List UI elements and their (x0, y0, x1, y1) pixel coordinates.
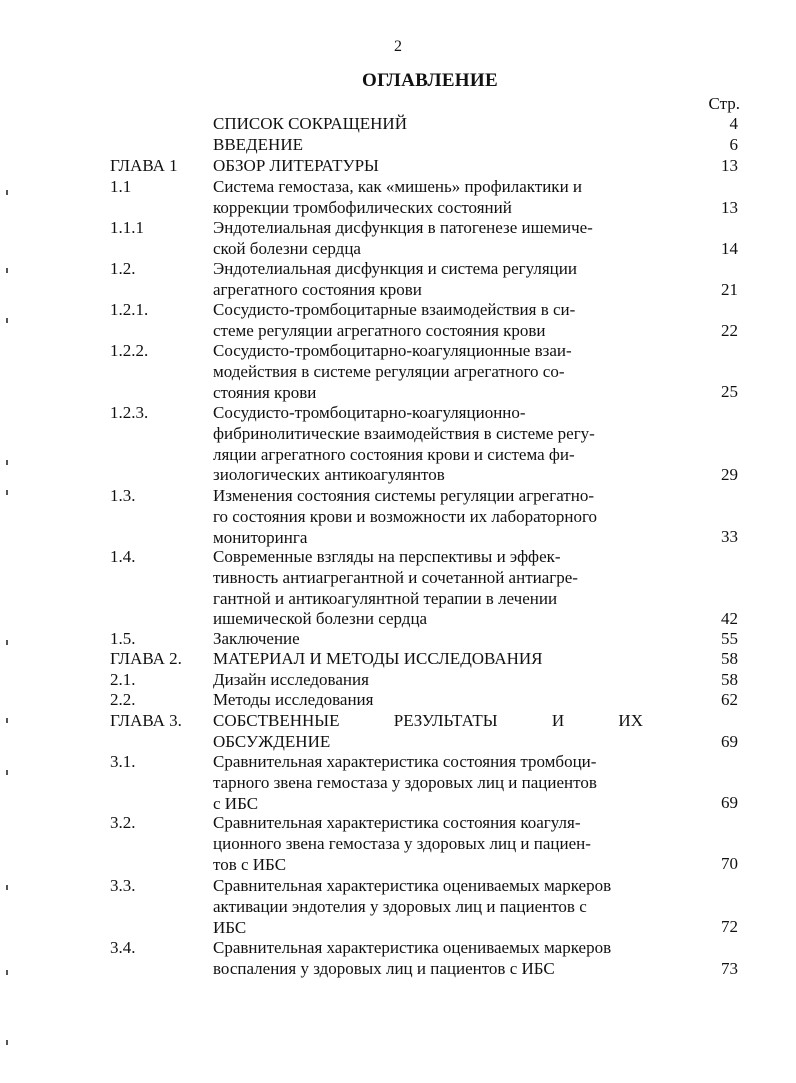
toc-entry-title: Сравнительная характеристика состояния коагуля- ционного звена гемостаза у здоровых лиц и пациен- тов с ИБС (213, 813, 591, 874)
toc-entry-page: 70 (721, 854, 738, 873)
toc-entry-abbreviations (0, 114, 796, 135)
scan-mark (6, 190, 8, 195)
toc-entry-chapter-2 (0, 649, 796, 670)
toc-entry-label: 1.3. (110, 486, 136, 505)
toc-entry-page: 6 (729, 135, 738, 154)
scan-mark (6, 268, 8, 273)
toc-entry-title: Эндотелиальная дисфункция в патогенезе ишемиче- ской болезни сердца (213, 218, 593, 258)
toc-entry-title: Сравнительная характеристика оцениваемых маркеров активации эндотелия у здоровых лиц и пациентов с ИБС (213, 876, 612, 937)
toc-entry-title: Сравнительная характеристика оцениваемых маркеров воспаления у здоровых лиц и пациентов с ИБС (213, 938, 612, 978)
toc-entry-label: 1.5. (110, 629, 136, 648)
toc-entry-chapter-1 (0, 156, 796, 177)
toc-entry-3-4 (0, 938, 796, 980)
toc-entry-page: 62 (721, 690, 738, 709)
scan-mark (6, 460, 8, 465)
toc-entry-title-line-1 (213, 711, 643, 732)
toc-entry-page: 73 (721, 959, 738, 978)
toc-entry-label: 3.2. (110, 813, 136, 832)
toc-entry-title: Дизайн исследования (213, 670, 369, 689)
toc-entry-page: 25 (721, 382, 738, 401)
toc-entry-page: 4 (729, 114, 738, 133)
toc-entry-page: 69 (721, 793, 738, 812)
toc-entry-label: 3.4. (110, 938, 136, 957)
toc-entry-title (213, 711, 643, 753)
toc-entry-3-1 (0, 752, 796, 814)
toc-entry-title: Сравнительная характеристика состояния тромбоци- тарного звена гемостаза у здоровых лиц и пациентов с ИБС (213, 752, 597, 813)
scan-mark (6, 770, 8, 775)
toc-entry-title: Методы исследования (213, 690, 374, 709)
scan-mark (6, 640, 8, 645)
scan-mark (6, 718, 8, 723)
toc-entry-2-1 (0, 670, 796, 691)
scan-mark (6, 1040, 8, 1045)
toc-entry-1-1-1 (0, 218, 796, 260)
toc-entry-1-1 (0, 177, 796, 219)
toc-entry-1-2-1 (0, 300, 796, 342)
title-word: РЕЗУЛЬТАТЫ (393, 711, 498, 730)
toc-entry-page: 55 (721, 629, 738, 648)
scan-mark (6, 970, 8, 975)
scan-edge-marks (0, 0, 20, 1083)
toc-entry-title: Сосудисто-тромбоцитарно-коагуляционно- фибринолитические взаимодействия в системе регу- ляции агрегатного состояния крови и система фи- зиологических антикоагулянтов (213, 403, 595, 485)
scan-mark (6, 885, 8, 890)
toc-entry-1-3 (0, 486, 796, 548)
toc-entry-page: 13 (721, 198, 738, 217)
toc-entry-page: 14 (721, 239, 738, 258)
toc-entry-page: 13 (721, 156, 738, 175)
toc-entry-3-2 (0, 813, 796, 875)
toc-entry-label: 1.2.3. (110, 403, 149, 422)
toc-entry-label: ГЛАВА 3. (110, 711, 182, 730)
title-word: СОБСТВЕННЫЕ (213, 711, 340, 730)
toc-entry-title: МАТЕРИАЛ И МЕТОДЫ ИССЛЕДОВАНИЯ (213, 649, 543, 668)
toc-entry-page: 58 (721, 670, 738, 689)
toc-entry-introduction (0, 135, 796, 156)
toc-entry-1-5 (0, 629, 796, 650)
toc-entry-label: 1.1.1 (110, 218, 144, 237)
toc-entry-page: 42 (721, 609, 738, 628)
toc-entry-title: Эндотелиальная дисфункция и система регуляции агрегатного состояния крови (213, 259, 577, 299)
toc-entry-title: Сосудисто-тромбоцитарные взаимодействия в си- стеме регуляции агрегатного состояния крови (213, 300, 576, 340)
toc-entry-label: 1.4. (110, 547, 136, 566)
toc-entry-page: 69 (721, 732, 738, 751)
toc-entry-label: 1.2.2. (110, 341, 149, 360)
toc-entry-page: 72 (721, 917, 738, 936)
page-column-header: Стр. (708, 94, 740, 113)
toc-entry-title: Заключение (213, 629, 300, 648)
toc-entry-page: 29 (721, 465, 738, 484)
toc-entry-title: Современные взгляды на перспективы и эффек- тивность антиагрегантной и сочетанной антиагре- гантной и антикоагулянтной терапии в лечении ишемической болезни сердца (213, 547, 578, 629)
toc-entry-title: Система гемостаза, как «мишень» профилактики и коррекции тромбофилических состояний (213, 177, 583, 217)
toc-entry-1-2-2 (0, 341, 796, 403)
toc-entry-page: 58 (721, 649, 738, 668)
toc-entry-title: Сосудисто-тромбоцитарно-коагуляционные взаи- модействия в системе регуляции агрегатного со- стояния крови (213, 341, 572, 402)
page-number: 2 (394, 38, 402, 55)
toc-entry-page: 33 (721, 527, 738, 546)
toc-entry-title: ВВЕДЕНИЕ (213, 135, 303, 154)
toc-entry-label: 1.1 (110, 177, 132, 196)
toc-entry-title: Изменения состояния системы регуляции агрегатно- го состояния крови и возможности их лабораторного мониторинга (213, 486, 598, 547)
toc-entry-label: 2.2. (110, 690, 136, 709)
toc-entry-1-2 (0, 259, 796, 301)
scan-mark (6, 490, 8, 495)
toc-entry-label: 2.1. (110, 670, 136, 689)
toc-entry-title-line-2: ОБСУЖДЕНИЕ (213, 731, 331, 751)
toc-entry-title: ОБЗОР ЛИТЕРАТУРЫ (213, 156, 379, 175)
toc-entry-label: 3.3. (110, 876, 136, 895)
toc-entry-3-3 (0, 876, 796, 938)
toc-entry-1-2-3 (0, 403, 796, 487)
title-word: ИХ (618, 711, 643, 730)
toc-entry-label: 1.2.1. (110, 300, 149, 319)
toc-entry-chapter-3 (0, 711, 796, 753)
toc-entry-title: СПИСОК СОКРАЩЕНИЙ (213, 114, 407, 133)
toc-entry-label: 3.1. (110, 752, 136, 771)
toc-entry-page: 22 (721, 321, 738, 340)
toc-entry-page: 21 (721, 280, 738, 299)
toc-entry-2-2 (0, 690, 796, 711)
title-word: И (551, 711, 565, 730)
scan-mark (6, 318, 8, 323)
toc-entry-label: 1.2. (110, 259, 136, 278)
toc-entry-1-4 (0, 547, 796, 631)
toc-entry-label: ГЛАВА 2. (110, 649, 182, 668)
toc-entry-label: ГЛАВА 1 (110, 156, 178, 175)
toc-heading: ОГЛАВЛЕНИЕ (362, 70, 498, 91)
